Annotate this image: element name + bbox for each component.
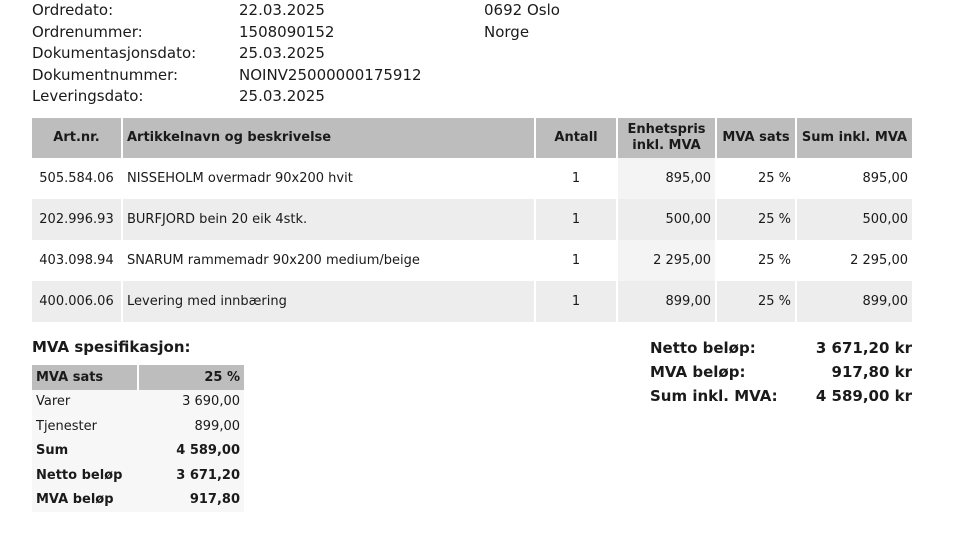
vat-spec-header-row (32, 365, 244, 390)
cell-sum: 895,00 (796, 158, 912, 199)
vat-spec-table (32, 365, 244, 512)
vat-spec-header-value: 25 % (138, 365, 244, 390)
cell-sum: 899,00 (796, 281, 912, 322)
meta-value: 25.03.2025 (239, 87, 325, 105)
vat-spec-value: 3 671,20 (138, 463, 244, 488)
cell-vat-rate: 25 % (716, 158, 796, 199)
cell-unit-price: 500,00 (617, 199, 716, 240)
vat-spec-row (32, 439, 244, 464)
vat-spec-row (32, 390, 244, 415)
vat-spec-label: Varer (32, 390, 138, 415)
meta-row-document-number (32, 65, 484, 87)
vat-spec-value: 899,00 (138, 414, 244, 439)
vat-spec-label: Tjenester (32, 414, 138, 439)
header-qty: Antall (535, 118, 617, 158)
cell-artnr: 403.098.94 (32, 240, 122, 281)
cell-sum: 2 295,00 (796, 240, 912, 281)
meta-value: 1508090152 (239, 22, 335, 41)
cell-artnr: 505.584.06 (32, 158, 122, 199)
address-line-postal: 0692 Oslo (484, 1, 560, 19)
vat-spec-row (32, 463, 244, 488)
order-meta (32, 0, 484, 108)
total-row-vat (650, 360, 912, 384)
cell-artnr: 202.996.93 (32, 199, 122, 240)
header-artnr: Art.nr. (32, 118, 122, 158)
table-row (32, 240, 912, 281)
cell-unit-price: 2 295,00 (617, 240, 716, 281)
cell-qty: 1 (535, 158, 617, 199)
total-value: 917,80 kr (831, 363, 912, 381)
meta-label: Ordredato: (32, 1, 114, 19)
meta-label: Ordrenummer: (32, 22, 143, 41)
header-unit-price-line1: Enhetspris (627, 122, 706, 137)
vat-spec-value: 4 589,00 (138, 439, 244, 464)
header-vat-rate: MVA sats (716, 118, 796, 158)
meta-value: NOINV25000000175912 (239, 65, 422, 84)
meta-row-order-date (32, 0, 484, 22)
vat-spec-label: Sum (32, 439, 138, 464)
table-row (32, 199, 912, 240)
vat-spec-value: 917,80 (138, 488, 244, 513)
delivery-address (484, 0, 560, 43)
cell-name: BURFJORD bein 20 eik 4stk. (122, 199, 535, 240)
vat-spec-row (32, 414, 244, 439)
meta-row-order-number (32, 22, 484, 44)
total-value: 3 671,20 kr (815, 339, 912, 357)
total-label: MVA beløp: (650, 363, 746, 381)
header-unit-price (617, 118, 716, 158)
total-label: Sum inkl. MVA: (650, 387, 778, 405)
cell-qty: 1 (535, 199, 617, 240)
header-name: Artikkelnavn og beskrivelse (122, 118, 535, 158)
cell-artnr: 400.006.06 (32, 281, 122, 322)
total-value: 4 589,00 kr (815, 387, 912, 405)
vat-spec-header-label: MVA sats (32, 365, 138, 390)
meta-value: 25.03.2025 (239, 44, 325, 62)
cell-vat-rate: 25 % (716, 281, 796, 322)
cell-name: SNARUM rammemadr 90x200 medium/beige (122, 240, 535, 281)
address-line-country: Norge (484, 22, 530, 41)
vat-spec-label: MVA beløp (32, 488, 138, 513)
cell-vat-rate: 25 % (716, 199, 796, 240)
cell-vat-rate: 25 % (716, 240, 796, 281)
header-unit-price-line2: inkl. MVA (632, 138, 701, 153)
meta-row-delivery-date (32, 86, 484, 108)
cell-name: NISSEHOLM overmadr 90x200 hvit (122, 158, 535, 199)
vat-spec-title: MVA spesifikasjon: (32, 338, 191, 356)
table-row (32, 281, 912, 322)
cell-unit-price: 895,00 (617, 158, 716, 199)
total-label: Netto beløp: (650, 339, 756, 357)
cell-name: Levering med innbæring (122, 281, 535, 322)
meta-label: Leveringsdato: (32, 87, 144, 105)
cell-unit-price: 899,00 (617, 281, 716, 322)
cell-qty: 1 (535, 281, 617, 322)
vat-spec-value: 3 690,00 (138, 390, 244, 415)
invoice-totals (650, 336, 912, 408)
cell-qty: 1 (535, 240, 617, 281)
meta-label: Dokumentasjonsdato: (32, 44, 197, 62)
items-table (32, 118, 912, 322)
vat-spec-row (32, 488, 244, 513)
meta-value: 22.03.2025 (239, 1, 325, 19)
meta-label: Dokumentnummer: (32, 65, 179, 84)
meta-row-document-date (32, 43, 484, 65)
total-row-gross (650, 384, 912, 408)
vat-spec-label: Netto beløp (32, 463, 138, 488)
table-row (32, 158, 912, 199)
items-header-row (32, 118, 912, 158)
header-sum: Sum inkl. MVA (796, 118, 912, 158)
cell-sum: 500,00 (796, 199, 912, 240)
total-row-net (650, 336, 912, 360)
